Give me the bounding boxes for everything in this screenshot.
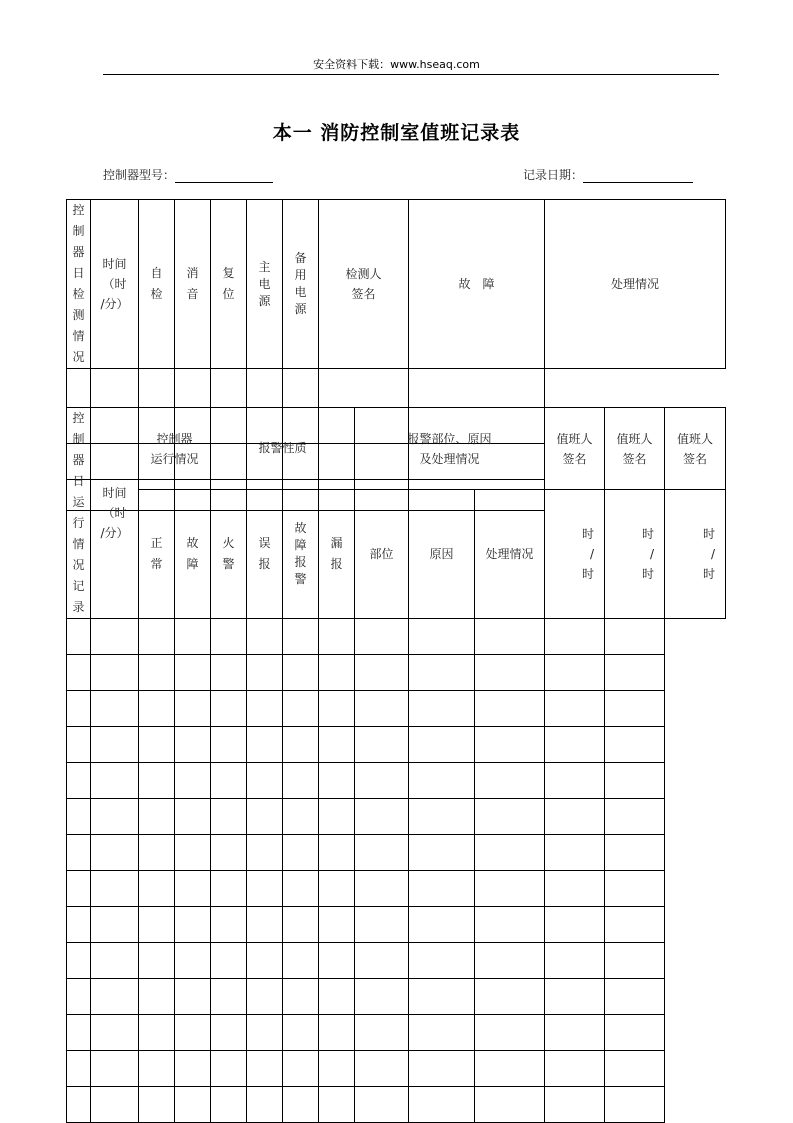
fault-status-header: 故障 [186,536,199,572]
operation-entry-cell[interactable] [283,691,319,727]
operation-entry-cell[interactable] [211,799,247,835]
operation-entry-cell[interactable] [475,691,545,727]
controller-model-field [103,167,273,183]
operation-entry-cell[interactable] [545,727,605,763]
record-date-input[interactable] [583,167,693,183]
operation-entry-row [67,655,726,691]
operation-entry-cell[interactable] [409,907,475,943]
operation-entry-cell[interactable] [355,907,409,943]
duty-sign-header-1: 值班人 签名 [556,431,593,466]
inspection-entry-cell[interactable] [211,369,247,408]
operation-entry-cell[interactable] [605,943,665,979]
operation-entry-cell[interactable] [139,763,175,799]
operation-entry-cell[interactable] [605,979,665,1015]
operation-entry-cell[interactable] [605,691,665,727]
operation-entry-row [67,871,726,907]
operation-entry-row [67,691,726,727]
operation-entry-cell[interactable] [283,655,319,691]
inspection-entry-cell[interactable] [91,369,139,408]
normal-header: 正常 [150,536,163,572]
operation-entry-cell[interactable] [475,1051,545,1087]
operation-entry-cell[interactable] [545,799,605,835]
operation-entry-cell[interactable] [319,799,355,835]
operation-entry-cell[interactable] [211,619,247,655]
reset-header: 复位 [222,266,235,301]
operation-entry-cell[interactable] [175,799,211,835]
operation-entry-cell[interactable] [139,691,175,727]
operation-entry-cell[interactable] [355,763,409,799]
operation-entry-cell[interactable] [247,799,283,835]
operation-entry-cell[interactable] [545,655,605,691]
operation-entry-cell[interactable] [91,619,139,655]
operation-entry-cell[interactable] [91,655,139,691]
operation-entry-cell[interactable] [283,871,319,907]
operation-entry-cell[interactable] [67,799,91,835]
operation-entry-row [67,943,726,979]
operation-entry-cell[interactable] [319,943,355,979]
operation-entry-cell[interactable] [211,691,247,727]
operation-entry-cell[interactable] [409,835,475,871]
operation-entry-cell[interactable] [475,727,545,763]
operation-entry-cell[interactable] [211,835,247,871]
operation-entry-cell[interactable] [355,871,409,907]
operation-side-label-cell [67,408,91,619]
operation-entry-cell[interactable] [139,727,175,763]
operation-entry-cell[interactable] [283,799,319,835]
operation-entry-cell[interactable] [247,835,283,871]
operation-entry-cell[interactable] [355,1051,409,1087]
operation-entry-cell[interactable] [175,943,211,979]
operation-entry-cell[interactable] [283,727,319,763]
operation-entry-row [67,1015,726,1051]
duty-sign-header-3: 值班人 签名 [677,431,714,466]
operation-entry-cell[interactable] [175,871,211,907]
operation-entry-cell[interactable] [319,1015,355,1051]
fault-header: 故 障 [409,200,545,369]
operation-entry-cell[interactable] [409,655,475,691]
operation-entry-cell[interactable] [355,727,409,763]
inspection-handling-header: 处理情况 [545,200,726,369]
duty-sign-header-2: 值班人 签名 [616,431,653,466]
operation-entry-cell[interactable] [211,1015,247,1051]
operation-entry-cell[interactable] [67,1015,91,1051]
operation-entry-cell[interactable] [355,1087,409,1123]
operation-entry-cell[interactable] [409,1015,475,1051]
operation-entry-cell[interactable] [283,1015,319,1051]
operation-side-label: 控制器日运行情况记录 [72,411,85,614]
location-header: 部位 [355,490,409,619]
operation-entry-cell[interactable] [605,619,665,655]
inspection-side-label: 控制器日检测情况 [72,203,85,364]
operation-entry-cell[interactable] [91,835,139,871]
operation-entry-cell[interactable] [211,907,247,943]
inspection-entry-cell[interactable] [175,369,211,408]
operation-entry-cell[interactable] [175,1087,211,1123]
operation-entry-cell[interactable] [247,943,283,979]
operation-table [66,407,726,1123]
operation-entry-cell[interactable] [139,943,175,979]
operation-entry-cell[interactable] [355,619,409,655]
inspection-entry-cell[interactable] [283,369,319,408]
operation-entry-cell[interactable] [355,655,409,691]
operation-entry-cell[interactable] [409,763,475,799]
operation-entry-cell[interactable] [175,979,211,1015]
operation-entry-cell[interactable] [175,763,211,799]
operation-entry-cell[interactable] [91,799,139,835]
operation-entry-cell[interactable] [283,1087,319,1123]
operation-entry-cell[interactable] [409,979,475,1015]
operation-entry-row [67,727,726,763]
shift-time-3: 时 / 时 [703,527,716,582]
operation-entry-cell[interactable] [211,979,247,1015]
inspection-time-header: 时间 （时 /分） [100,257,129,311]
operation-entry-cell[interactable] [175,727,211,763]
header-rule [103,74,719,75]
operation-entry-cell[interactable] [247,871,283,907]
operation-entry-cell[interactable] [605,1015,665,1051]
operation-entry-cell[interactable] [545,1087,605,1123]
operation-entry-cell[interactable] [139,1015,175,1051]
controller-model-label: 控制器型号： [103,168,176,182]
operation-entry-row [67,835,726,871]
record-date-field [523,167,693,183]
record-date-label: 记录日期： [523,168,584,182]
operation-entry-cell[interactable] [175,691,211,727]
operation-entry-row [67,907,726,943]
operation-entry-cell[interactable] [139,835,175,871]
operation-entry-cell[interactable] [319,835,355,871]
operation-entry-row [67,1051,726,1087]
operation-entry-cell[interactable] [139,799,175,835]
inspection-entry-row [67,369,726,408]
operation-entry-cell[interactable] [319,691,355,727]
operation-entry-cell[interactable] [67,943,91,979]
operation-entry-cell[interactable] [67,1051,91,1087]
operation-entry-cell[interactable] [283,979,319,1015]
operation-entry-cell[interactable] [605,1051,665,1087]
operation-entry-cell[interactable] [247,691,283,727]
operation-entry-cell[interactable] [319,727,355,763]
operation-entry-cell[interactable] [409,727,475,763]
operation-entry-cell[interactable] [319,1087,355,1123]
operation-entry-cell[interactable] [355,835,409,871]
operation-entry-cell[interactable] [91,1015,139,1051]
operation-entry-cell[interactable] [211,763,247,799]
operation-entry-cell[interactable] [475,979,545,1015]
alarm-nature-header: 报警性质 [211,408,355,490]
operation-entry-cell[interactable] [409,691,475,727]
operation-entry-cell[interactable] [409,1051,475,1087]
inspection-side-label-cell [67,200,91,369]
operation-entry-cell[interactable] [475,1015,545,1051]
operation-entry-cell[interactable] [211,655,247,691]
operation-entry-cell[interactable] [139,1087,175,1123]
operation-entry-cell[interactable] [319,655,355,691]
operation-entry-cell[interactable] [91,979,139,1015]
shift-time-1: 时 / 时 [582,527,595,582]
page-title: 本一 消防控制室值班记录表 [272,122,521,144]
operation-entry-cell[interactable] [247,1051,283,1087]
operation-entry-cell[interactable] [605,907,665,943]
operation-entry-cell[interactable] [409,943,475,979]
operation-entry-cell[interactable] [409,799,475,835]
operation-entry-cell[interactable] [545,691,605,727]
operation-time-header: 时间 （时 /分） [100,486,129,540]
operation-entry-cell[interactable] [67,655,91,691]
controller-status-header: 控制器 运行情况 [150,431,199,466]
operation-entry-cell[interactable] [175,835,211,871]
operation-entry-cell[interactable] [319,763,355,799]
operation-entry-cell[interactable] [139,907,175,943]
operation-entry-cell[interactable] [475,835,545,871]
operation-header-row-1 [67,408,726,490]
operation-entry-cell[interactable] [545,907,605,943]
self-check-header: 自检 [150,266,163,301]
operation-entry-cell[interactable] [283,943,319,979]
operation-entry-cell[interactable] [545,619,605,655]
operation-entry-cell[interactable] [475,871,545,907]
cause-header: 原因 [409,490,475,619]
operation-entry-cell[interactable] [211,727,247,763]
operation-entry-cell[interactable] [247,979,283,1015]
operation-entry-cell[interactable] [139,619,175,655]
operation-entry-cell[interactable] [211,1087,247,1123]
operation-entry-cell[interactable] [67,1087,91,1123]
inspection-entry-cell[interactable] [319,369,409,408]
inspection-entry-cell[interactable] [247,369,283,408]
operation-entry-cell[interactable] [91,871,139,907]
inspection-entry-cell[interactable] [409,369,545,408]
operation-entry-cell[interactable] [409,619,475,655]
operation-entry-cell[interactable] [319,1051,355,1087]
operation-entry-cell[interactable] [605,799,665,835]
operation-entry-cell[interactable] [247,763,283,799]
operation-entry-cell[interactable] [247,655,283,691]
operation-entry-cell[interactable] [409,1087,475,1123]
operation-entry-cell[interactable] [67,691,91,727]
operation-entry-cell[interactable] [319,619,355,655]
operation-entry-cell[interactable] [545,1015,605,1051]
operation-entry-cell[interactable] [355,979,409,1015]
operation-entry-cell[interactable] [283,619,319,655]
operation-entry-cell[interactable] [605,655,665,691]
operation-header-row-2 [67,490,726,619]
operation-entry-cell[interactable] [475,619,545,655]
operation-entry-cell[interactable] [175,1051,211,1087]
operation-entry-cell[interactable] [283,835,319,871]
fire-alarm-header: 火警 [222,536,235,572]
operation-entry-cell[interactable] [605,835,665,871]
operation-entry-cell[interactable] [211,871,247,907]
operation-entry-row [67,799,726,835]
operation-entry-cell[interactable] [67,907,91,943]
operation-entry-cell[interactable] [139,979,175,1015]
inspector-sign-header: 检测人 签名 [345,267,382,301]
operation-entry-cell[interactable] [67,619,91,655]
operation-entry-cell[interactable] [475,943,545,979]
operation-entry-row [67,979,726,1015]
operation-entry-cell[interactable] [355,799,409,835]
operation-entry-cell[interactable] [355,943,409,979]
alarm-location-cause-header: 报警部位、原因 及处理情况 [407,431,492,466]
operation-entry-cell[interactable] [475,1087,545,1123]
operation-entry-cell[interactable] [319,979,355,1015]
main-power-header: 主电源 [258,259,271,308]
operation-entry-cell[interactable] [67,979,91,1015]
operation-entry-cell[interactable] [545,1051,605,1087]
operation-entry-cell[interactable] [67,763,91,799]
operation-entry-row [67,763,726,799]
operation-entry-row [67,1087,726,1123]
operation-entry-cell[interactable] [139,655,175,691]
operation-entry-cell[interactable] [247,907,283,943]
operation-entry-cell[interactable] [605,871,665,907]
operation-entry-cell[interactable] [319,907,355,943]
operation-entry-cell[interactable] [545,979,605,1015]
operation-entry-cell[interactable] [67,727,91,763]
silence-header: 消音 [186,266,199,301]
operation-entry-cell[interactable] [91,1051,139,1087]
operation-entry-cell[interactable] [175,907,211,943]
operation-entry-cell[interactable] [91,943,139,979]
operation-entry-cell[interactable] [409,871,475,907]
operation-entry-cell[interactable] [91,1087,139,1123]
operation-entry-cell[interactable] [175,655,211,691]
operation-entry-cell[interactable] [545,943,605,979]
operation-entry-cell[interactable] [91,691,139,727]
operation-entry-cell[interactable] [475,655,545,691]
operation-entry-cell[interactable] [247,619,283,655]
operation-entry-cell[interactable] [67,835,91,871]
inspection-entry-cell[interactable] [67,369,91,408]
operation-entry-cell[interactable] [175,1015,211,1051]
inspection-entry-cell[interactable] [139,369,175,408]
operation-entry-cell[interactable] [545,835,605,871]
operation-entry-cell[interactable] [247,1087,283,1123]
operation-entry-cell[interactable] [355,1015,409,1051]
operation-entry-cell[interactable] [139,871,175,907]
operation-entry-row [67,619,726,655]
operation-entry-cell[interactable] [91,763,139,799]
operation-entry-cell[interactable] [283,907,319,943]
operation-entry-cell[interactable] [475,763,545,799]
fault-alarm-header: 故障报警 [294,521,307,587]
operation-entry-cell[interactable] [91,727,139,763]
inspection-header-row [67,200,726,369]
shift-time-2: 时 / 时 [642,527,655,582]
missed-alarm-header: 漏报 [330,536,343,572]
operation-entry-cell[interactable] [605,1087,665,1123]
operation-entry-cell[interactable] [545,871,605,907]
alarm-handling-header: 处理情况 [475,490,545,619]
backup-power-header: 备用电源 [294,251,307,316]
operation-entry-cell[interactable] [211,943,247,979]
operation-entry-cell[interactable] [139,1051,175,1087]
operation-entry-cell[interactable] [67,871,91,907]
operation-entry-cell[interactable] [319,871,355,907]
operation-entry-cell[interactable] [283,763,319,799]
operation-entry-cell[interactable] [355,691,409,727]
operation-entry-cell[interactable] [283,1051,319,1087]
operation-entry-cell[interactable] [91,907,139,943]
operation-entry-cell[interactable] [475,907,545,943]
operation-entry-cell[interactable] [175,619,211,655]
operation-entry-cell[interactable] [247,1015,283,1051]
operation-entry-cell[interactable] [247,727,283,763]
operation-entry-cell[interactable] [605,727,665,763]
false-alarm-header: 误报 [258,536,271,572]
header-text: 安全资料下载：www.hseaq.com [313,58,480,71]
operation-entry-cell[interactable] [605,763,665,799]
controller-model-input[interactable] [175,167,273,183]
operation-entry-cell[interactable] [475,799,545,835]
operation-entry-cell[interactable] [211,1051,247,1087]
operation-entry-cell[interactable] [545,763,605,799]
